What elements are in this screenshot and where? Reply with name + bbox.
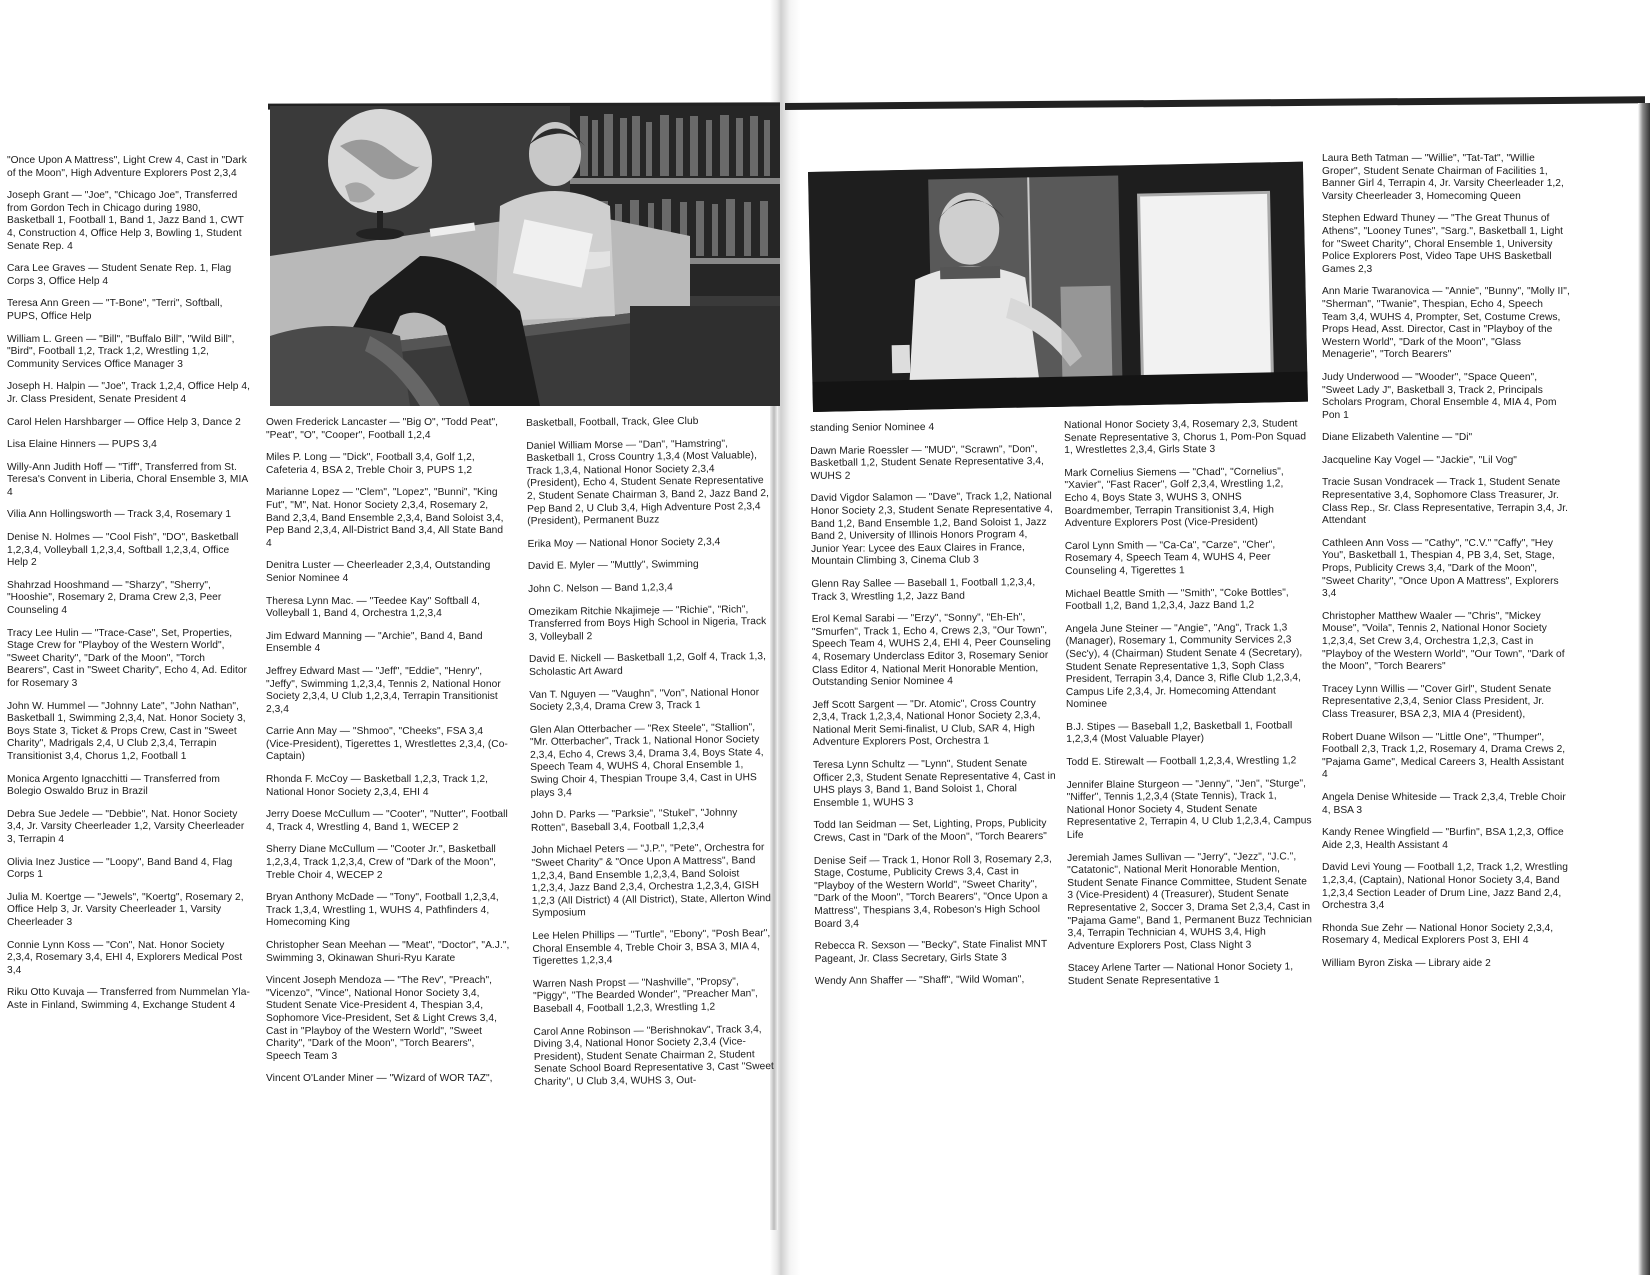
senior-entry: Julia M. Koertge — "Jewels", "Koertg", Rosemary 2, Office Help 3, Jr. Varsity Cheerleader 1, Varsity Cheerleader 3 bbox=[7, 891, 244, 928]
senior-entry: Vincent Joseph Mendoza — "The Rev", "Preach", "Vicenzo", "Vince", National Honor Society 3,4, Student Senate Vice-President 4, Thespian 3,4, Sophomore Vice-President, Set & Light Crews 3,4, Cast in "Playboy of the Western World", "Sweet Charity", "Dark of the Moon", "Torch Bearers", Speech Team 3 bbox=[266, 975, 497, 1062]
biography-column-5 bbox=[1064, 418, 1313, 998]
senior-entry: Bryan Anthony McDade — "Tony", Football 1,2,3,4, Track 1,3,4, Wrestling 1, WUHS 4, Pathfinders 4, Homecoming King bbox=[266, 892, 499, 929]
senior-entry: Willy-Ann Judith Hoff — "Tiff", Transferred from St. Teresa's Convent in Liberia, Choral Ensemble 3, MIA 4 bbox=[7, 461, 248, 498]
senior-entry: Debra Sue Jedele — "Debbie", Nat. Honor Society 3,4, Jr. Varsity Cheerleader 1,2, Varsity Cheerleader 3, Terrapin 4 bbox=[7, 808, 245, 845]
senior-entry: Kandy Renee Wingfield — "Burfin", BSA 1,2,3, Office Aide 2,3, Health Assistant 4 bbox=[1322, 827, 1564, 851]
senior-entry: Robert Duane Wilson — "Little One", "Thumper", Football 2,3, Track 1,2, Rosemary 4, Drama Crews 2, "Pajama Game", Medical Careers 3, Health Assistant 4 bbox=[1322, 731, 1566, 781]
senior-entry: Carol Helen Harshbarger — Office Help 3, Dance 2 bbox=[7, 416, 241, 428]
senior-entry: Angela June Steiner — "Angie", "Ang", Track 1,3 (Manager), Rosemary 1, Community Services 2,3 (Sec'y), 4 (Chairman) Student Senate 4 (Secretary), Student Senate Representative 1,3, Soph Class President, Terrapin 3,4, Dance 3, Rifle Club 1,2,3,4, Campus Life 2,3,4, Jr. Homecoming Attendant Nominee bbox=[1065, 622, 1303, 711]
senior-entry: John Michael Peters — "J.P.", "Pete", Orchestra for "Sweet Charity" & "Once Upon A Mattress", Band 1,2,3,4, Band Ensemble 1,2,3,4, Band Soloist 1,2,3,4, Jazz Band 2,3,4, Orchestra 1,2,3,4, GISH 1,2,3 (All District) 4 (All District), State, Allerton Wind Symposium bbox=[531, 842, 771, 920]
senior-entry: Joseph H. Halpin — "Joe", Track 1,2,4, Office Help 4, Jr. Class President, Senate President 4 bbox=[7, 381, 250, 405]
senior-entry: Todd E. Stirewalt — Football 1,2,3,4, Wrestling 1,2 bbox=[1066, 755, 1297, 769]
senior-entry: Mark Cornelius Siemens — "Chad", "Cornelius", "Xavier", "Fast Racer", Golf 2,3,4, Wrestling 1,2, Echo 4, Boys State 3, WUHS 3, ONHS Boardmember, Terrapin Transitionist 3,4, High Adventure Explorers Post (Vice-President) bbox=[1064, 466, 1284, 530]
senior-entry: Teresa Ann Green — "T-Bone", "Terri", Softball, PUPS, Office Help bbox=[7, 298, 223, 322]
senior-entry: Warren Nash Propst — "Nashville", "Propsy", "Piggy", "The Bearded Wonder", "Preacher Man", Baseball 4, Football 1,2,3, Wrestling 1,2 bbox=[532, 976, 758, 1015]
senior-entry: Denitra Luster — Cheerleader 2,3,4, Outstanding Senior Nominee 4 bbox=[266, 560, 491, 584]
senior-entry: Jerry Doese McCullum — "Cooter", "Nutter", Football 4, Track 4, Wrestling 4, Band 1, WECEP 2 bbox=[266, 809, 508, 833]
photo-student-reading-library bbox=[270, 106, 780, 406]
senior-entry: Lee Helen Phillips — "Turtle", "Ebony", "Posh Bear", Choral Ensemble 4, Treble Choir 3, BSA 3, MIA 4, Tigerettes 1,2,3,4 bbox=[532, 928, 771, 968]
senior-entry: Monica Argento Ignacchitti — Transferred from Bolegio Oswaldo Bruz in Brazil bbox=[7, 773, 220, 798]
senior-entry: Laura Beth Tatman — "Willie", "Tat-Tat", "Willie Groper", Student Senate Chairman of Facilities 1, Banner Girl 4, Terrapin 4, Jr. Varsity Cheerleader 1,2, Varsity Cheerleader 3, Homecoming Queen bbox=[1322, 153, 1564, 202]
senior-entry: Jennifer Blaine Sturgeon — "Jenny", "Jen", "Sturge", "Niffer", Tennis 1,2,3,4 (State Tennis), Track 1, National Honor Society 4, Student Senate Representative 2, Terrapin 4, U Club 1,2,3,4, Campus Life bbox=[1066, 777, 1312, 842]
senior-entry: standing Senior Nominee 4 bbox=[810, 421, 935, 434]
senior-entry: William L. Green — "Bill", "Buffalo Bill", "Wild Bill", "Bird", Football 1,2, Track 1,2, Wrestling 1,2, Community Services Office Manager 3 bbox=[7, 333, 235, 370]
senior-entry: Vilia Ann Hollingsworth — Track 3,4, Rosemary 1 bbox=[7, 509, 232, 521]
biography-column-3 bbox=[526, 415, 777, 1099]
senior-entry: John D. Parks — "Parksie", "Stukel", "Johnny Rotten", Baseball 3,4, Football 1,2,3,4 bbox=[530, 807, 738, 834]
senior-entry: Jim Edward Manning — "Archie", Band 4, Band Ensemble 4 bbox=[266, 630, 483, 655]
senior-entry: David Levi Young — Football 1,2, Track 1,2, Wrestling 1,2,3,4, (Captain), National Honor Society 3,4, Band 1,2,3,4 Section Leader of Drum Line, Jazz Band 2,4, Orchestra 3,4 bbox=[1322, 862, 1568, 912]
senior-entry: David E. Myler — "Muttly", Swimming bbox=[527, 559, 699, 573]
senior-entry: Carol Anne Robinson — "Berishnokav", Track 3,4, Diving 3,4, National Honor Society 2,3,4 (Vice-President), Student Senate Chairman 2, Student Senate School Board Representative 3, Cast "Sweet Charity", U Club 3,4, WUHS 3, Out- bbox=[533, 1023, 774, 1088]
senior-entry: Theresa Lynn Mac. — "Teedee Kay" Softball 4, Volleyball 1, Band 4, Orchestra 1,2,3,4 bbox=[266, 595, 481, 620]
biography-column-1 bbox=[7, 155, 250, 1022]
biography-column-4 bbox=[810, 421, 1060, 999]
senior-entry: Ann Marie Twaranovica — "Annie", "Bunny", "Molly II", "Sherman", "Twanie", Thespian, Echo 4, Speech Team 3,4, WUHS 4, Prompter, Set, Costume Crews, Props Head, Asst. Director, Cast in "Playboy of the Western World", "Dark of the Moon", "Glass Menagerie", "Torch Bearers" bbox=[1322, 286, 1570, 361]
biography-column-6 bbox=[1322, 153, 1570, 980]
senior-entry: Glenn Ray Sallee — Baseball 1, Football 1,2,3,4, Track 3, Wrestling 1,2, Jazz Band bbox=[811, 576, 1036, 603]
senior-entry: Christopher Matthew Waaler — "Chris", "Mickey Mouse", "Voila", Tennis 2, National Honor Society 1,2,3,4, Set Crew 3,4, Orchestra 1,2,3, Cast in "Playboy of the Western World", "Our Town", "Dark of the Moon", "Torch Bearers" bbox=[1322, 610, 1565, 673]
senior-entry: Michael Beattle Smith — "Smith", "Coke Bottles", Football 1,2, Band 1,2,3,4, Jazz Band 1,2 bbox=[1065, 586, 1289, 613]
senior-entry: David E. Nickell — Basketball 1,2, Golf 4, Track 1,3, Scholastic Art Award bbox=[528, 651, 767, 678]
senior-entry: David Vigdor Salamon — "Dave", Track 1,2, National Honor Society 2,3, Student Senate Representative 4, Band 1,2, Band Ensemble 1,2, Band Soloist 1, Jazz Band 2, University of Illinois Honors Program 4, Junior Year: Lycee des Eaux Claires in France, Mountain Climbing 3, Cinema Club 3 bbox=[810, 491, 1053, 568]
senior-entry: Vincent O'Lander Miner — "Wizard of WOR TAZ", bbox=[266, 1073, 493, 1085]
right-page-edge bbox=[1638, 103, 1650, 1275]
senior-entry: Cara Lee Graves — Student Senate Rep. 1, Flag Corps 3, Office Help 4 bbox=[7, 263, 232, 287]
senior-entry: Rebecca R. Sexson — "Becky", State Finalist MNT Pageant, Jr. Class Secretary, Girls State 3 bbox=[814, 939, 1048, 965]
senior-entry: William Byron Ziska — Library aide 2 bbox=[1322, 957, 1491, 969]
senior-entry: Glen Alan Otterbacher — "Rex Steele", "Stallion", "Mr. Otterbacher", Track 1, National Honor Society 2,3,4, Echo 4, Crews 3,4, Drama 3,4, Boys State 4, Speech Team 4, WUHS 4, Choral Ensemble 1, Swing Choir 4, Thespian Troupe 3,4, Cast in UHS plays 3,4 bbox=[529, 721, 764, 799]
senior-entry: Connie Lynn Koss — "Con", Nat. Honor Society 2,3,4, Rosemary 3,4, EHI 4, Explorers Medical Post 3,4 bbox=[7, 939, 243, 976]
senior-entry: Rhonda Sue Zehr — National Honor Society 2,3,4, Rosemary 4, Medical Explorers Post 3, EHI 4 bbox=[1322, 922, 1554, 947]
senior-entry: Joseph Grant — "Joe", "Chicago Joe", Transferred from Gordon Tech in Chicago during 1980, Basketball 1, Football 1, Band 1, Jazz Band 1, CWT 4, Construction 4, Office Help 3, Bowling 1, Student Senate Rep. 4 bbox=[7, 190, 244, 252]
senior-entry: Stacey Arlene Tarter — National Honor Society 1, Student Senate Representative 1 bbox=[1067, 961, 1294, 987]
senior-entry: Wendy Ann Shaffer — "Shaff", "Wild Woman", bbox=[814, 974, 1025, 988]
senior-entry: Omezikam Ritchie Nkajimeje — "Richie", "Rich", Transferred from Boys High School in Nigeria, Track 3, Volleyball 2 bbox=[528, 603, 767, 643]
senior-entry: Dawn Marie Roessler — "MUD", "Scrawn", "Don", Basketball 1,2, Student Senate Representative 3,4, WUHS 2 bbox=[810, 443, 1044, 482]
senior-entry: Van T. Nguyen — "Vaughn", "Von", National Honor Society 2,3,4, Drama Crew 3, Track 1 bbox=[529, 686, 760, 714]
senior-entry: National Honor Society 3,4, Rosemary 2,3, Student Senate Representative 3, Chorus 1, Pom-Pon Squad 1, Wrestlettes 2,3,4, Girls State 3 bbox=[1064, 418, 1307, 457]
senior-entry: Stephen Edward Thuney — "The Great Thunus of Athens", "Looney Tunes", "Sarg.", Basketball 1, Light for "Sweet Charity", Choral Ensemble 1, University Police Explorers Post, Video Tape UHS Basketball Games 2,3 bbox=[1322, 213, 1564, 275]
senior-entry: Carol Lynn Smith — "Ca-Ca", "Carze", "Cher", Rosemary 4, Speech Team 4, WUHS 4, Peer Counseling 4, Tigerettes 1 bbox=[1064, 539, 1276, 577]
senior-entry: Riku Otto Kuvaja — Transferred from Nummelan Yla-Aste in Finland, Swimming 4, Exchange Student 4 bbox=[7, 987, 250, 1011]
senior-entry: Christopher Sean Meehan — "Meat", "Doctor", "A.J.", Swimming 3, Okinawan Shuri-Ryu Karate bbox=[266, 940, 510, 964]
senior-entry: Lisa Elaine Hinners — PUPS 3,4 bbox=[7, 439, 157, 451]
senior-entry: Carrie Ann May — "Shmoo", "Cheeks", FSA 3,4 (Vice-President), Tigerettes 1, Wrestlettes 2,3,4, (Co-Captain) bbox=[266, 726, 508, 763]
senior-entry: Daniel William Morse — "Dan", "Hamstring", Basketball 1, Cross Country 1,3,4 (Most Valuable), Track 1,3,4, National Honor Society 2,3,4 (President), Echo 4, Student Senate Representative 2, Student Senate Chairman 3, Band 2, Jazz Band 2, Pep Band 2, U Club 3,4, High Adventure Post 2,3,4 (President), Permanent Buzz bbox=[526, 438, 770, 528]
senior-entry: Denise N. Holmes — "Cool Fish", "DO", Basketball 1,2,3,4, Volleyball 1,2,3,4, Softball 1,2,3,4, Office Help 2 bbox=[7, 532, 239, 569]
senior-entry: John W. Hummel — "Johnny Late", "John Nathan", Basketball 1, Swimming 2,3,4, Nat. Honor Society 3, Boys State 3, Ticket & Props Crew, Cast in "Sweet Charity", Madrigals 2,4, U Club 2,3,4, Terrapin Transitionist 3,4, Chorus 1,2, Football 1 bbox=[7, 700, 246, 762]
senior-entry: Erol Kemal Sarabi — "Erzy", "Sonny", "Eh-Eh", "Smurfen", Track 1, Echo 4, Crews 2,3, "Our Town", Speech Team 4, WUHS 2,4, EHI 4, Peer Counseling 4, Rosemary Underclass Editor 3, Rosemary Senior Class Editor 4, National Merit Honorable Mention, Outstanding Senior Nominee 4 bbox=[811, 612, 1051, 689]
senior-entry: Tracy Lee Hulin — "Trace-Case", Set, Properties, Stage Crew for "Playboy of the Western World", "Sweet Charity", "Dark of the Moon", "Torch Bearers", Cast in "Sweet Charity", Echo 4, Ad. Editor for Rosemary 3 bbox=[7, 627, 247, 689]
senior-entry: Judy Underwood — "Wooder", "Space Queen", "Sweet Lady J", Basketball 3, Track 2, Principals Scholars Program, Choral Ensemble 4, MIA 4, Pom Pon 1 bbox=[1322, 371, 1557, 421]
senior-entry: B.J. Stipes — Baseball 1,2, Basketball 1, Football 1,2,3,4 (Most Valuable Player) bbox=[1066, 720, 1293, 746]
senior-entry: Olivia Inez Justice — "Loopy", Band Band 4, Flag Corps 1 bbox=[7, 856, 233, 881]
senior-entry: Teresa Lynn Schultz — "Lynn", Student Senate Officer 2,3, Student Senate Representative 4, Cast in UHS plays 3, Band 1, Band Soloist 1, Choral Ensemble 1, WUHS 3 bbox=[812, 758, 1056, 809]
senior-entry: Jeff Scott Sargent — "Dr. Atomic", Cross Country 2,3,4, Track 1,2,3,4, National Honor Society 2,3,4, National Merit Semi-finalist, U Club, SAR 4, High Adventure Explorers Post, Orchestra 1 bbox=[812, 697, 1041, 749]
senior-entry: Basketball, Football, Track, Glee Club bbox=[526, 415, 699, 429]
senior-entry: Shahrzad Hooshmand — "Sharzy", "Sherry", "Hooshie", Rosemary 2, Drama Crew 2,3, Peer Counseling 4 bbox=[7, 579, 222, 617]
senior-entry: Jeremiah James Sullivan — "Jerry", "Jezz", "J.C.", "Catatonic", National Merit Honorable Mention, Student Senate Finance Committee, Student Senate 3 (Vice-President) 4 (Treasurer), Student Senate Representative 2, Soccer 3, Drama Set 2,3,4, Cast in "Pajama Game", Band 1, Permanent Buzz Technician 3,4, Terrapin Technician 4, WUHS 3,4, High Adventure Explorers Post, Class Night 3 bbox=[1067, 851, 1312, 952]
photo-student-display-case bbox=[808, 162, 1308, 412]
senior-entry: Erika Moy — National Honor Society 2,3,4 bbox=[527, 536, 721, 550]
senior-entry: John C. Nelson — Band 1,2,3,4 bbox=[528, 582, 673, 595]
senior-entry: Jacqueline Kay Vogel — "Jackie", "Lil Vog" bbox=[1322, 454, 1517, 466]
senior-entry: Jeffrey Edward Mast — "Jeff", "Eddie", "Henry", "Jeffy", Swimming 1,2,3,4, Tennis 2, National Honor Society 2,3,4, U Club 1,2,3,4, Terrapin Transitionist 2,3,4 bbox=[266, 665, 501, 715]
senior-entry: Denise Seif — Track 1, Honor Roll 3, Rosemary 2,3, Stage, Costume, Publicity Crews 3,4, Cast in "Playboy of the Western World", "Sweet Charity", "Dark of the Moon", "Torch Bearers", "Once Upon a Mattress", Thespians 3,4, Robeson's High School Board 3,4 bbox=[813, 853, 1052, 930]
biography-column-2 bbox=[266, 417, 511, 1096]
senior-entry: Rhonda F. McCoy — Basketball 1,2,3, Track 1,2, National Honor Society 2,3,4, EHI 4 bbox=[266, 774, 488, 798]
senior-entry: "Once Upon A Mattress", Light Crew 4, Cast in "Dark of the Moon", High Adventure Explorers Post 2,3,4 bbox=[7, 155, 247, 179]
senior-entry: Todd Ian Seidman — Set, Lighting, Props, Publicity Crews, Cast in "Dark of the Moon", "Torch Bearers" bbox=[813, 818, 1047, 845]
senior-entry: Tracie Susan Vondracek — Track 1, Student Senate Representative 3,4, Sophomore Class Treasurer, Jr. Class Rep., Sr. Class Representative, Terrapin 3,4, Jr. Attendant bbox=[1322, 477, 1569, 527]
senior-entry: Owen Frederick Lancaster — "Big O", "Todd Peat", "Peat", "O", "Cooper", Football 1,2,4 bbox=[266, 417, 499, 441]
senior-entry: Sherry Diane McCullum — "Cooter Jr.", Basketball 1,2,3,4, Track 1,2,3,4, Crew of "Dark of the Moon", Treble Choir 4, WECEP 2 bbox=[266, 844, 497, 881]
senior-entry: Angela Denise Whiteside — Track 2,3,4, Treble Choir 4, BSA 3 bbox=[1322, 791, 1566, 816]
senior-entry: Tracey Lynn Willis — "Cover Girl", Student Senate Representative 2,3,4, Senior Class President, Jr. Class Treasurer, BSA 2,3, MIA 4 (President), bbox=[1322, 683, 1552, 720]
senior-entry: Cathleen Ann Voss — "Cathy", "C.V." "Caffy", "Hey You", Basketball 1, Thespian 4, PB 3,4, Set, Stage, Props, Publicity Crews 3,4, "Dark of the Moon", "Sweet Charity", "Once Upon A Mattress", Explorers 3,4 bbox=[1322, 537, 1559, 600]
senior-entry: Miles P. Long — "Dick", Football 3,4, Golf 1,2, Cafeteria 4, BSA 2, Treble Choir 3, PUPS 1,2 bbox=[266, 452, 475, 476]
senior-entry: Diane Elizabeth Valentine — "Di" bbox=[1322, 432, 1473, 444]
senior-entry: Marianne Lopez — "Clem", "Lopez", "Bunni", "King Fut", "M", Nat. Honor Society 2,3,4, Rosemary 2, Band 2,3,4, Band Ensemble 2,3,4, Band Soloist 3,4, Pep Band 2,3,4, All-District Band 3,4, All State Band 4 bbox=[266, 487, 504, 549]
